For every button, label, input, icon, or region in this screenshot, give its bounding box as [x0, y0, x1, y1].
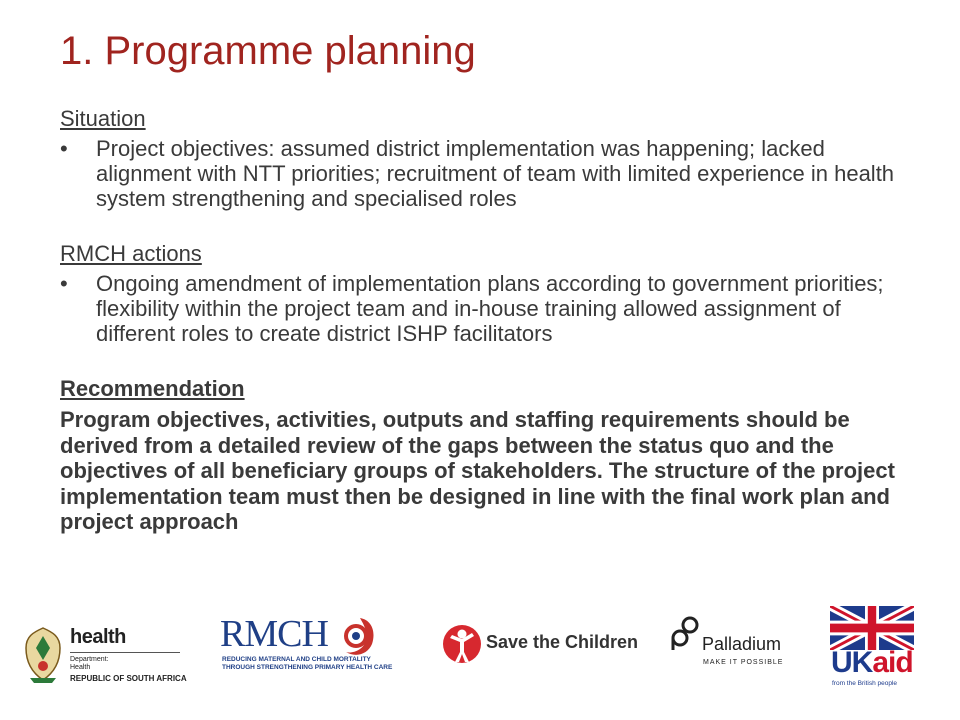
save-the-children-wordmark: Save the Children	[486, 632, 639, 652]
actions-heading: RMCH actions	[60, 241, 202, 266]
rmch-wordmark: RMCH	[220, 613, 328, 655]
tag-line: THROUGH STRENGTHENING PRIMARY HEALTH CARE	[222, 664, 393, 671]
union-flag-icon	[830, 606, 914, 650]
health-country-text: REPUBLIC OF SOUTH AFRICA	[70, 674, 187, 683]
child-figure-icon	[442, 622, 482, 666]
rmch-tagline	[222, 656, 392, 672]
health-department-logo	[22, 626, 187, 686]
slide-body	[60, 106, 910, 535]
slide-title: 1. Programme planning	[60, 29, 476, 73]
coat-of-arms-icon	[22, 626, 64, 684]
tag-line: REDUCING MATERNAL AND CHILD MORTALITY	[222, 656, 371, 663]
recommendation-text: Program objectives, activities, outputs and staffing requirements should be derived from a detailed review of the gaps between the status quo and the objectives of all beneficiary groups of stakeholders. The structure of the project implementation team must then be designed in line with the final work plan and project approach	[60, 407, 895, 534]
spacer	[60, 346, 910, 376]
uk-text: UK	[831, 646, 873, 679]
recommendation-heading: Recommendation	[60, 376, 245, 401]
situation-heading: Situation	[60, 106, 146, 131]
mother-child-icon	[336, 614, 378, 658]
dept-line: Department:	[70, 656, 109, 663]
dept-line: Health	[70, 664, 91, 671]
ukaid-wordmark	[831, 646, 913, 680]
aid-text: aid	[872, 646, 913, 679]
divider	[70, 652, 180, 653]
palladium-tagline: MAKE IT POSSIBLE	[703, 659, 784, 666]
palladium-wordmark: Palladium	[702, 634, 782, 654]
save-the-children-logo	[442, 622, 652, 666]
rmch-logo	[220, 612, 393, 682]
actions-bullet: • Ongoing amendment of implementation plans according to government priorities; flexibility within the project team and in-house training allowed assignment of different roles to create district ISHP facilitators	[60, 271, 910, 346]
ukaid-logo	[830, 606, 918, 688]
situation-bullet: • Project objectives: assumed district implementation was happening; lacked alignment with NTT priorities; recruitment of team with limited experience in health system strengthening and specialised roles	[60, 136, 910, 211]
health-dept-text	[70, 656, 109, 672]
palladium-logo	[670, 616, 800, 672]
spacer	[60, 211, 910, 241]
logo-strip	[0, 604, 960, 714]
ukaid-tagline: from the British people	[832, 680, 898, 687]
health-wordmark: health	[70, 626, 126, 648]
palladium-mark-icon	[670, 616, 702, 650]
